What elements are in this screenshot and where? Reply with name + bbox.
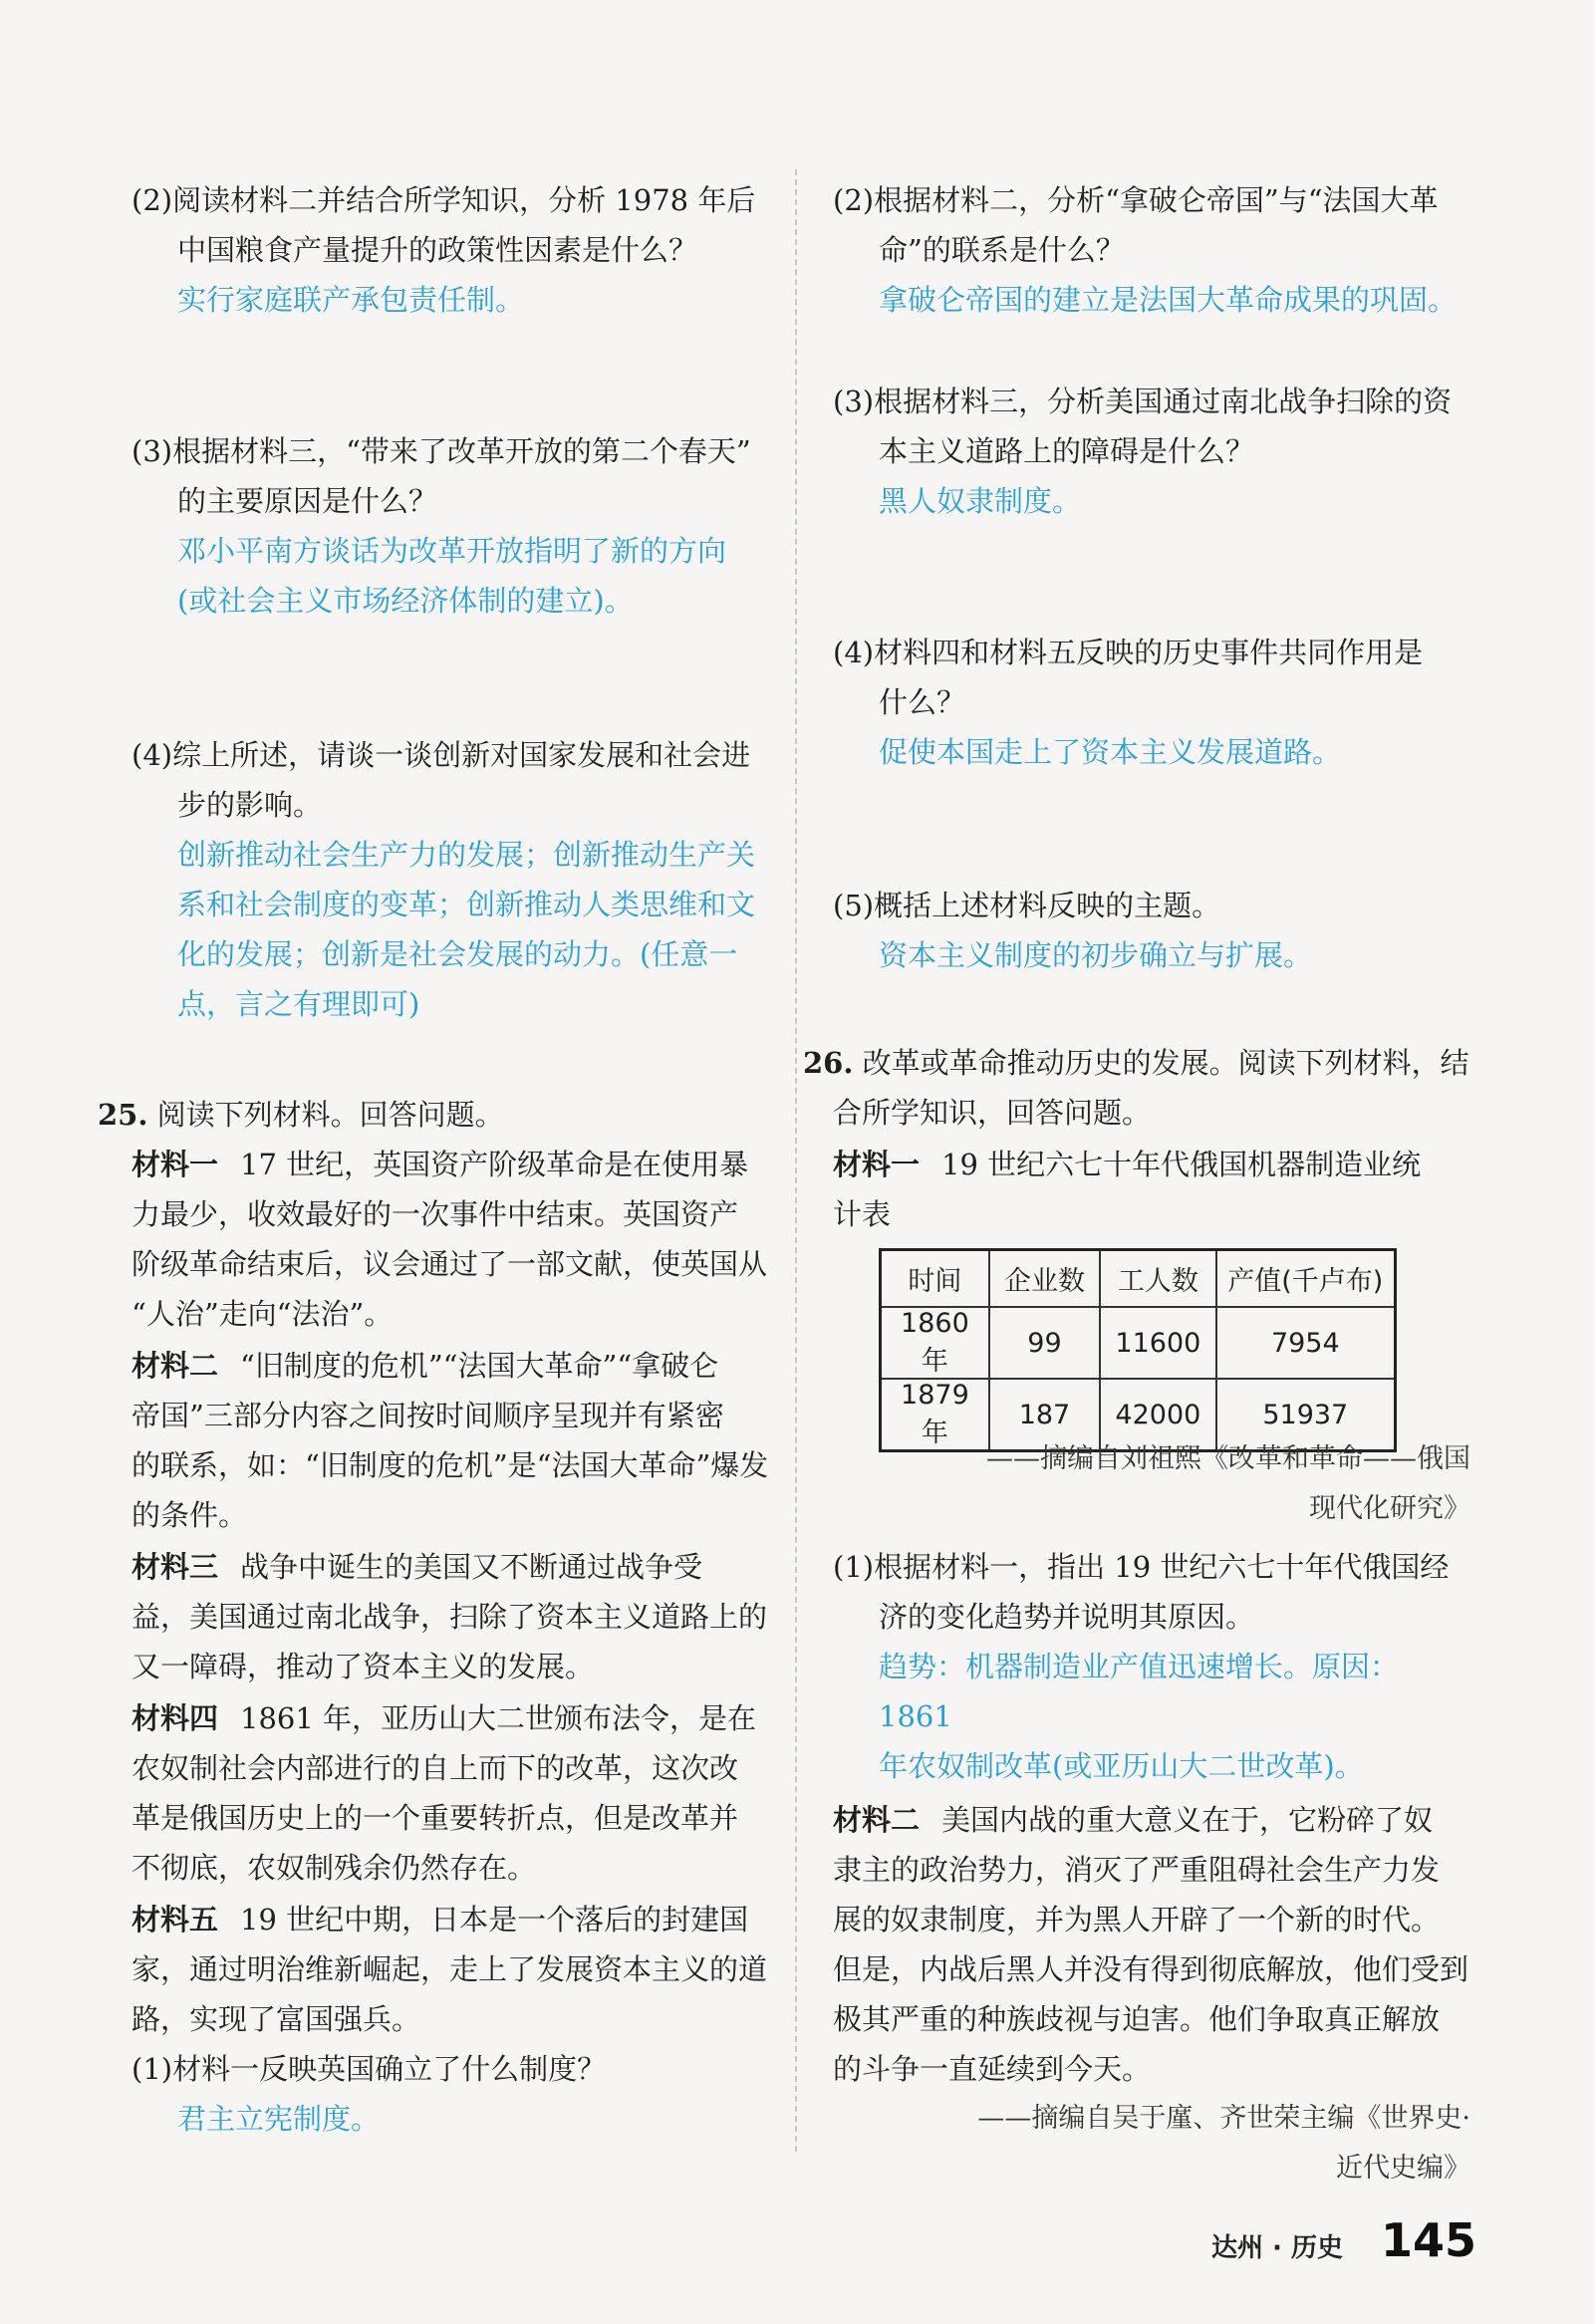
- table-row: [881, 1307, 1396, 1379]
- page-number: 145: [1381, 2213, 1477, 2267]
- answer-text: 趋势：机器制造业产值迅速增长。原因：1861: [879, 1650, 1400, 1733]
- table-cell: 1879 年: [881, 1379, 989, 1451]
- table-header-row: [881, 1250, 1396, 1308]
- question-25-3: [833, 377, 1470, 526]
- material-line: 不彻底，农奴制残余仍然存在。: [132, 1851, 537, 1885]
- answer-text: (或社会主义市场经济体制的建立)。: [177, 584, 634, 618]
- question-text-cont: 济的变化趋势并说明其原因。: [879, 1600, 1255, 1634]
- question-text-cont: 中国粮食产量提升的政策性因素是什么？: [177, 233, 698, 267]
- material-line: 美国内战的重大意义在于，它粉碎了奴: [941, 1803, 1434, 1837]
- question-25-2: [833, 175, 1470, 325]
- question-25-4: [833, 628, 1470, 777]
- material-1: [132, 1140, 769, 1339]
- material-label: 材料一: [132, 1148, 219, 1181]
- question-text: (1)材料一反映英国确立了什么制度？: [132, 2052, 607, 2086]
- page-footer: [1211, 2213, 1477, 2269]
- answer-text: 拿破仑帝国的建立是法国大革命成果的巩固。: [879, 283, 1458, 317]
- answer-text: 黑人奴隶制度。: [879, 484, 1082, 518]
- table-cell: 187: [989, 1379, 1100, 1451]
- material-2: [132, 1341, 769, 1540]
- material-line: 帝国”三部分内容之间按时间顺序呈现并有紧密: [132, 1399, 724, 1432]
- table-cell: 51937: [1216, 1379, 1396, 1451]
- answer-text: 年农奴制改革(或亚历山大二世改革)。: [879, 1749, 1364, 1783]
- answer-text: 君主立宪制度。: [177, 2102, 381, 2136]
- table-cell: 7954: [1216, 1307, 1396, 1379]
- material-line: 隶主的政治势力，消灭了严重阻碍社会生产力发: [833, 1853, 1441, 1887]
- material-line: 但是，内战后黑人并没有得到彻底解放，他们受到: [833, 1952, 1469, 1986]
- table-cell: 1860 年: [881, 1307, 989, 1379]
- material-label: 材料五: [132, 1903, 219, 1937]
- material-line: 战争中诞生的美国又不断通过战争受: [240, 1550, 703, 1584]
- table-header: 企业数: [989, 1250, 1100, 1308]
- question-text-cont: 本主义道路上的障碍是什么？: [879, 434, 1255, 468]
- table-cell: 42000: [1100, 1379, 1215, 1451]
- question-number: 25.: [98, 1098, 148, 1132]
- answer-text: 化的发展；创新是社会发展的动力。(任意一: [177, 937, 738, 971]
- material-5: [132, 1895, 769, 2044]
- table-header: 时间: [881, 1250, 989, 1308]
- material-line: 路，实现了富国强兵。: [132, 2002, 421, 2036]
- source-citation: ——摘编自刘祖熙《改革和革命——俄国: [986, 1443, 1470, 1474]
- material-line: 阶级革命结束后，议会通过了一部文献，使英国从: [132, 1247, 768, 1281]
- table-header: 工人数: [1100, 1250, 1215, 1308]
- material-label: 材料二: [833, 1803, 921, 1837]
- source-citation: ——摘编自吴于廑、齐世荣主编《世界史·: [977, 2103, 1470, 2134]
- question-24-4: [132, 730, 769, 1029]
- answer-text: 点，言之有理即可): [177, 987, 420, 1021]
- material-line: 19 世纪中期，日本是一个落后的封建国: [240, 1903, 749, 1937]
- material-line: 的联系，如：“旧制度的危机”是“法国大革命”爆发: [132, 1448, 769, 1482]
- question-24-2: [132, 175, 769, 325]
- q26-material-2: [833, 1795, 1470, 2194]
- question-25: [98, 1090, 775, 1140]
- material-line: 19 世纪六七十年代俄国机器制造业统: [941, 1148, 1422, 1181]
- stat-table: [879, 1248, 1397, 1452]
- answer-text: 资本主义制度的初步确立与扩展。: [879, 938, 1313, 972]
- question-text-cont: 命”的联系是什么？: [879, 233, 1125, 267]
- question-text: (5)概括上述材料反映的主题。: [833, 889, 1221, 922]
- material-line: 计表: [833, 1197, 892, 1231]
- source-citation-cont: 现代化研究》: [1309, 1493, 1470, 1524]
- material-line: 力最少，收效最好的一次事件中结束。英国资产: [132, 1197, 739, 1231]
- machine-manufacturing-table: [879, 1248, 1397, 1452]
- answer-text: 实行家庭联产承包责任制。: [177, 283, 525, 317]
- table-cell: 11600: [1100, 1307, 1215, 1379]
- answer-text: 促使本国走上了资本主义发展道路。: [879, 735, 1342, 769]
- column-divider: [795, 169, 797, 2152]
- question-26: [803, 1038, 1476, 1138]
- answer-text: 创新推动社会生产力的发展；创新推动生产关: [177, 838, 756, 872]
- table-source: [833, 1434, 1470, 1534]
- material-label: 材料三: [132, 1550, 219, 1584]
- question-text: (3)根据材料三，分析美国通过南北战争扫除的资: [833, 385, 1453, 418]
- question-26-1: [833, 1542, 1470, 1791]
- question-text: (4)材料四和材料五反映的历史事件共同作用是: [833, 636, 1424, 669]
- material-line: 农奴制社会内部进行的自上而下的改革，这次改: [132, 1751, 739, 1785]
- material-3: [132, 1542, 769, 1691]
- material-line: 革是俄国历史上的一个重要转折点，但是改革并: [132, 1801, 739, 1835]
- material-line: 17 世纪，英国资产阶级革命是在使用暴: [240, 1148, 749, 1181]
- answer-text: 邓小平南方谈话为改革开放指明了新的方向: [177, 534, 727, 568]
- question-prompt-cont: 合所学知识，回答问题。: [833, 1096, 1152, 1130]
- question-24-3: [132, 426, 769, 626]
- q26-material-1: [833, 1140, 1470, 1239]
- table-cell: 99: [989, 1307, 1100, 1379]
- material-line: “人治”走向“法治”。: [132, 1297, 394, 1331]
- question-text: (2)阅读材料二并结合所学知识，分析 1978 年后: [132, 183, 756, 217]
- question-25-5: [833, 881, 1470, 980]
- material-label: 材料四: [132, 1701, 219, 1735]
- answer-text: 系和社会制度的变革；创新推动人类思维和文: [177, 888, 756, 921]
- material-line: 1861 年，亚历山大二世颁布法令，是在: [240, 1701, 757, 1735]
- material-line: 家，通过明治维新崛起，走上了发展资本主义的道: [132, 1952, 768, 1986]
- material-label: 材料一: [833, 1148, 921, 1181]
- material-line: 的条件。: [132, 1498, 248, 1532]
- material-line: 的斗争一直延续到今天。: [833, 2052, 1152, 2086]
- question-prompt: 阅读下列材料。回答问题。: [156, 1098, 504, 1132]
- material-line: 又一障碍，推动了资本主义的发展。: [132, 1650, 595, 1683]
- table-header: 产值(千卢布): [1216, 1250, 1396, 1308]
- material-label: 材料二: [132, 1349, 219, 1383]
- question-text: (4)综上所述，请谈一谈创新对国家发展和社会进: [132, 738, 751, 772]
- question-text-cont: 什么？: [879, 685, 966, 719]
- question-prompt: 改革或革命推动历史的发展。阅读下列材料，结: [862, 1046, 1469, 1080]
- question-text-cont: 步的影响。: [177, 788, 323, 822]
- material-line: “旧制度的危机”“法国大革命”“拿破仑: [240, 1349, 719, 1383]
- material-line: 展的奴隶制度，并为黑人开辟了一个新的时代。: [833, 1903, 1441, 1937]
- question-text: (3)根据材料三，“带来了改革开放的第二个春天”: [132, 434, 751, 468]
- material-4: [132, 1693, 769, 1893]
- material-line: 极其严重的种族歧视与迫害。他们争取真正解放: [833, 2002, 1441, 2036]
- question-25-1: [132, 2044, 769, 2144]
- question-text: (1)根据材料一，指出 19 世纪六七十年代俄国经: [833, 1550, 1450, 1584]
- question-number: 26.: [803, 1046, 854, 1080]
- material-line: 益，美国通过南北战争，扫除了资本主义道路上的: [132, 1600, 768, 1634]
- question-text: (2)根据材料二，分析“拿破仑帝国”与“法国大革: [833, 183, 1439, 217]
- subject-label: 达州 · 历史: [1211, 2233, 1343, 2263]
- source-citation-cont: 近代史编》: [1336, 2153, 1470, 2184]
- question-text-cont: 的主要原因是什么？: [177, 484, 438, 518]
